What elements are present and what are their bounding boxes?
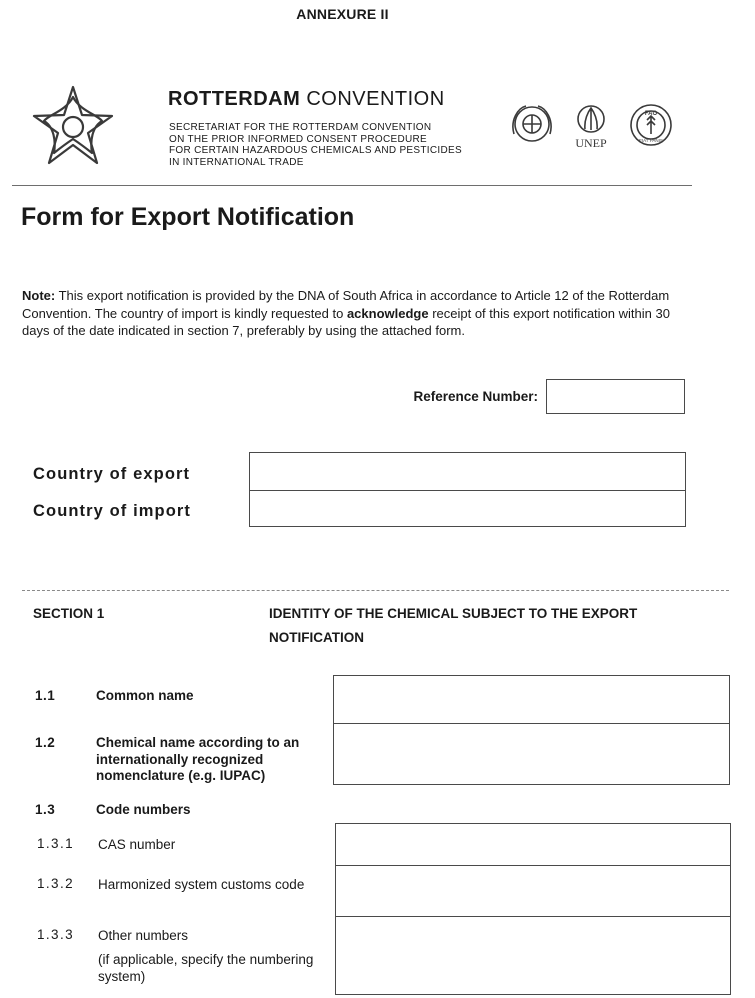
secretariat-line: SECRETARIAT FOR THE ROTTERDAM CONVENTION — [169, 122, 432, 133]
note-label: Note: — [22, 288, 56, 303]
reference-number-field[interactable] — [546, 379, 685, 414]
cas-number-field[interactable] — [336, 824, 730, 865]
subitem-number: 1.3.3 — [37, 927, 75, 942]
other-numbers-title: Other numbers — [98, 928, 189, 943]
section-separator — [22, 590, 729, 591]
annexure-heading: ANNEXURE II — [296, 6, 389, 22]
reference-number-label: Reference Number: — [413, 389, 538, 404]
code-numbers-label: Code numbers — [96, 802, 191, 817]
note-text-2: receipt of this export notification within 30 days of the date indicated in section 7, preferably by using the attached form. — [22, 305, 670, 338]
other-numbers-hint: (if applicable, specify the numbering system) — [98, 952, 314, 984]
item-number: 1.2 — [35, 735, 56, 750]
note-paragraph — [22, 287, 692, 340]
secretariat-line: FOR CERTAIN HAZARDOUS CHEMICALS AND PESTICIDES — [169, 145, 462, 156]
chemical-name-field[interactable] — [334, 724, 729, 784]
convention-title-bold: ROTTERDAM — [168, 88, 301, 110]
secretariat-text — [169, 122, 462, 168]
country-of-import-field[interactable] — [250, 491, 685, 526]
secretariat-line: ON THE PRIOR INFORMED CONSENT PROCEDURE — [169, 133, 428, 145]
code-number-fields-box — [335, 823, 731, 995]
other-numbers-field[interactable] — [336, 917, 730, 994]
cas-number-label: CAS number — [98, 837, 176, 852]
subitem-number: 1.3.1 — [37, 836, 75, 851]
rotterdam-convention-logo — [32, 85, 114, 167]
hs-customs-code-field[interactable] — [336, 866, 730, 916]
agency-logos — [508, 104, 676, 152]
country-fields-box — [249, 452, 686, 527]
convention-title — [168, 88, 445, 111]
header-divider — [12, 185, 692, 186]
item-number: 1.1 — [35, 688, 56, 703]
item-number: 1.3 — [35, 802, 56, 817]
country-of-export-field[interactable] — [250, 453, 685, 490]
other-numbers-label — [98, 927, 338, 985]
unep-logo-icon — [575, 106, 607, 150]
country-of-export-label: Country of export — [33, 465, 191, 483]
section-1-title: IDENTITY OF THE CHEMICAL SUBJECT TO THE EXPORT NOTIFICATION — [269, 606, 638, 645]
common-name-field[interactable] — [334, 676, 729, 723]
svg-text:UNEP: UNEP — [575, 136, 607, 150]
common-name-label: Common name — [96, 688, 194, 703]
svg-text:FAO: FAO — [644, 111, 658, 117]
section-1-label: SECTION 1 — [33, 606, 105, 621]
form-title: Form for Export Notification — [21, 203, 355, 231]
chemical-name-label: Chemical name according to an internationally recognized nomenclature (e.g. IUPAC) — [96, 735, 300, 783]
chemical-name-fields-box — [333, 675, 730, 785]
subitem-number: 1.3.2 — [37, 876, 75, 891]
note-text-1: This export notification is provided by the DNA of South Africa in accordance to Article 12 of the Rotterdam Convention. The country of import is kindly requested to — [22, 288, 670, 321]
note-emphasis: acknowledge — [346, 305, 429, 321]
fao-logo-icon — [631, 105, 671, 145]
svg-text:FIAT PANIS: FIAT PANIS — [639, 138, 663, 143]
un-emblem-icon — [513, 106, 551, 141]
secretariat-line: IN INTERNATIONAL TRADE — [169, 156, 304, 168]
country-of-import-label: Country of import — [33, 502, 192, 520]
hs-customs-code-label: Harmonized system customs code — [98, 877, 305, 892]
convention-title-rest: CONVENTION — [300, 88, 445, 110]
